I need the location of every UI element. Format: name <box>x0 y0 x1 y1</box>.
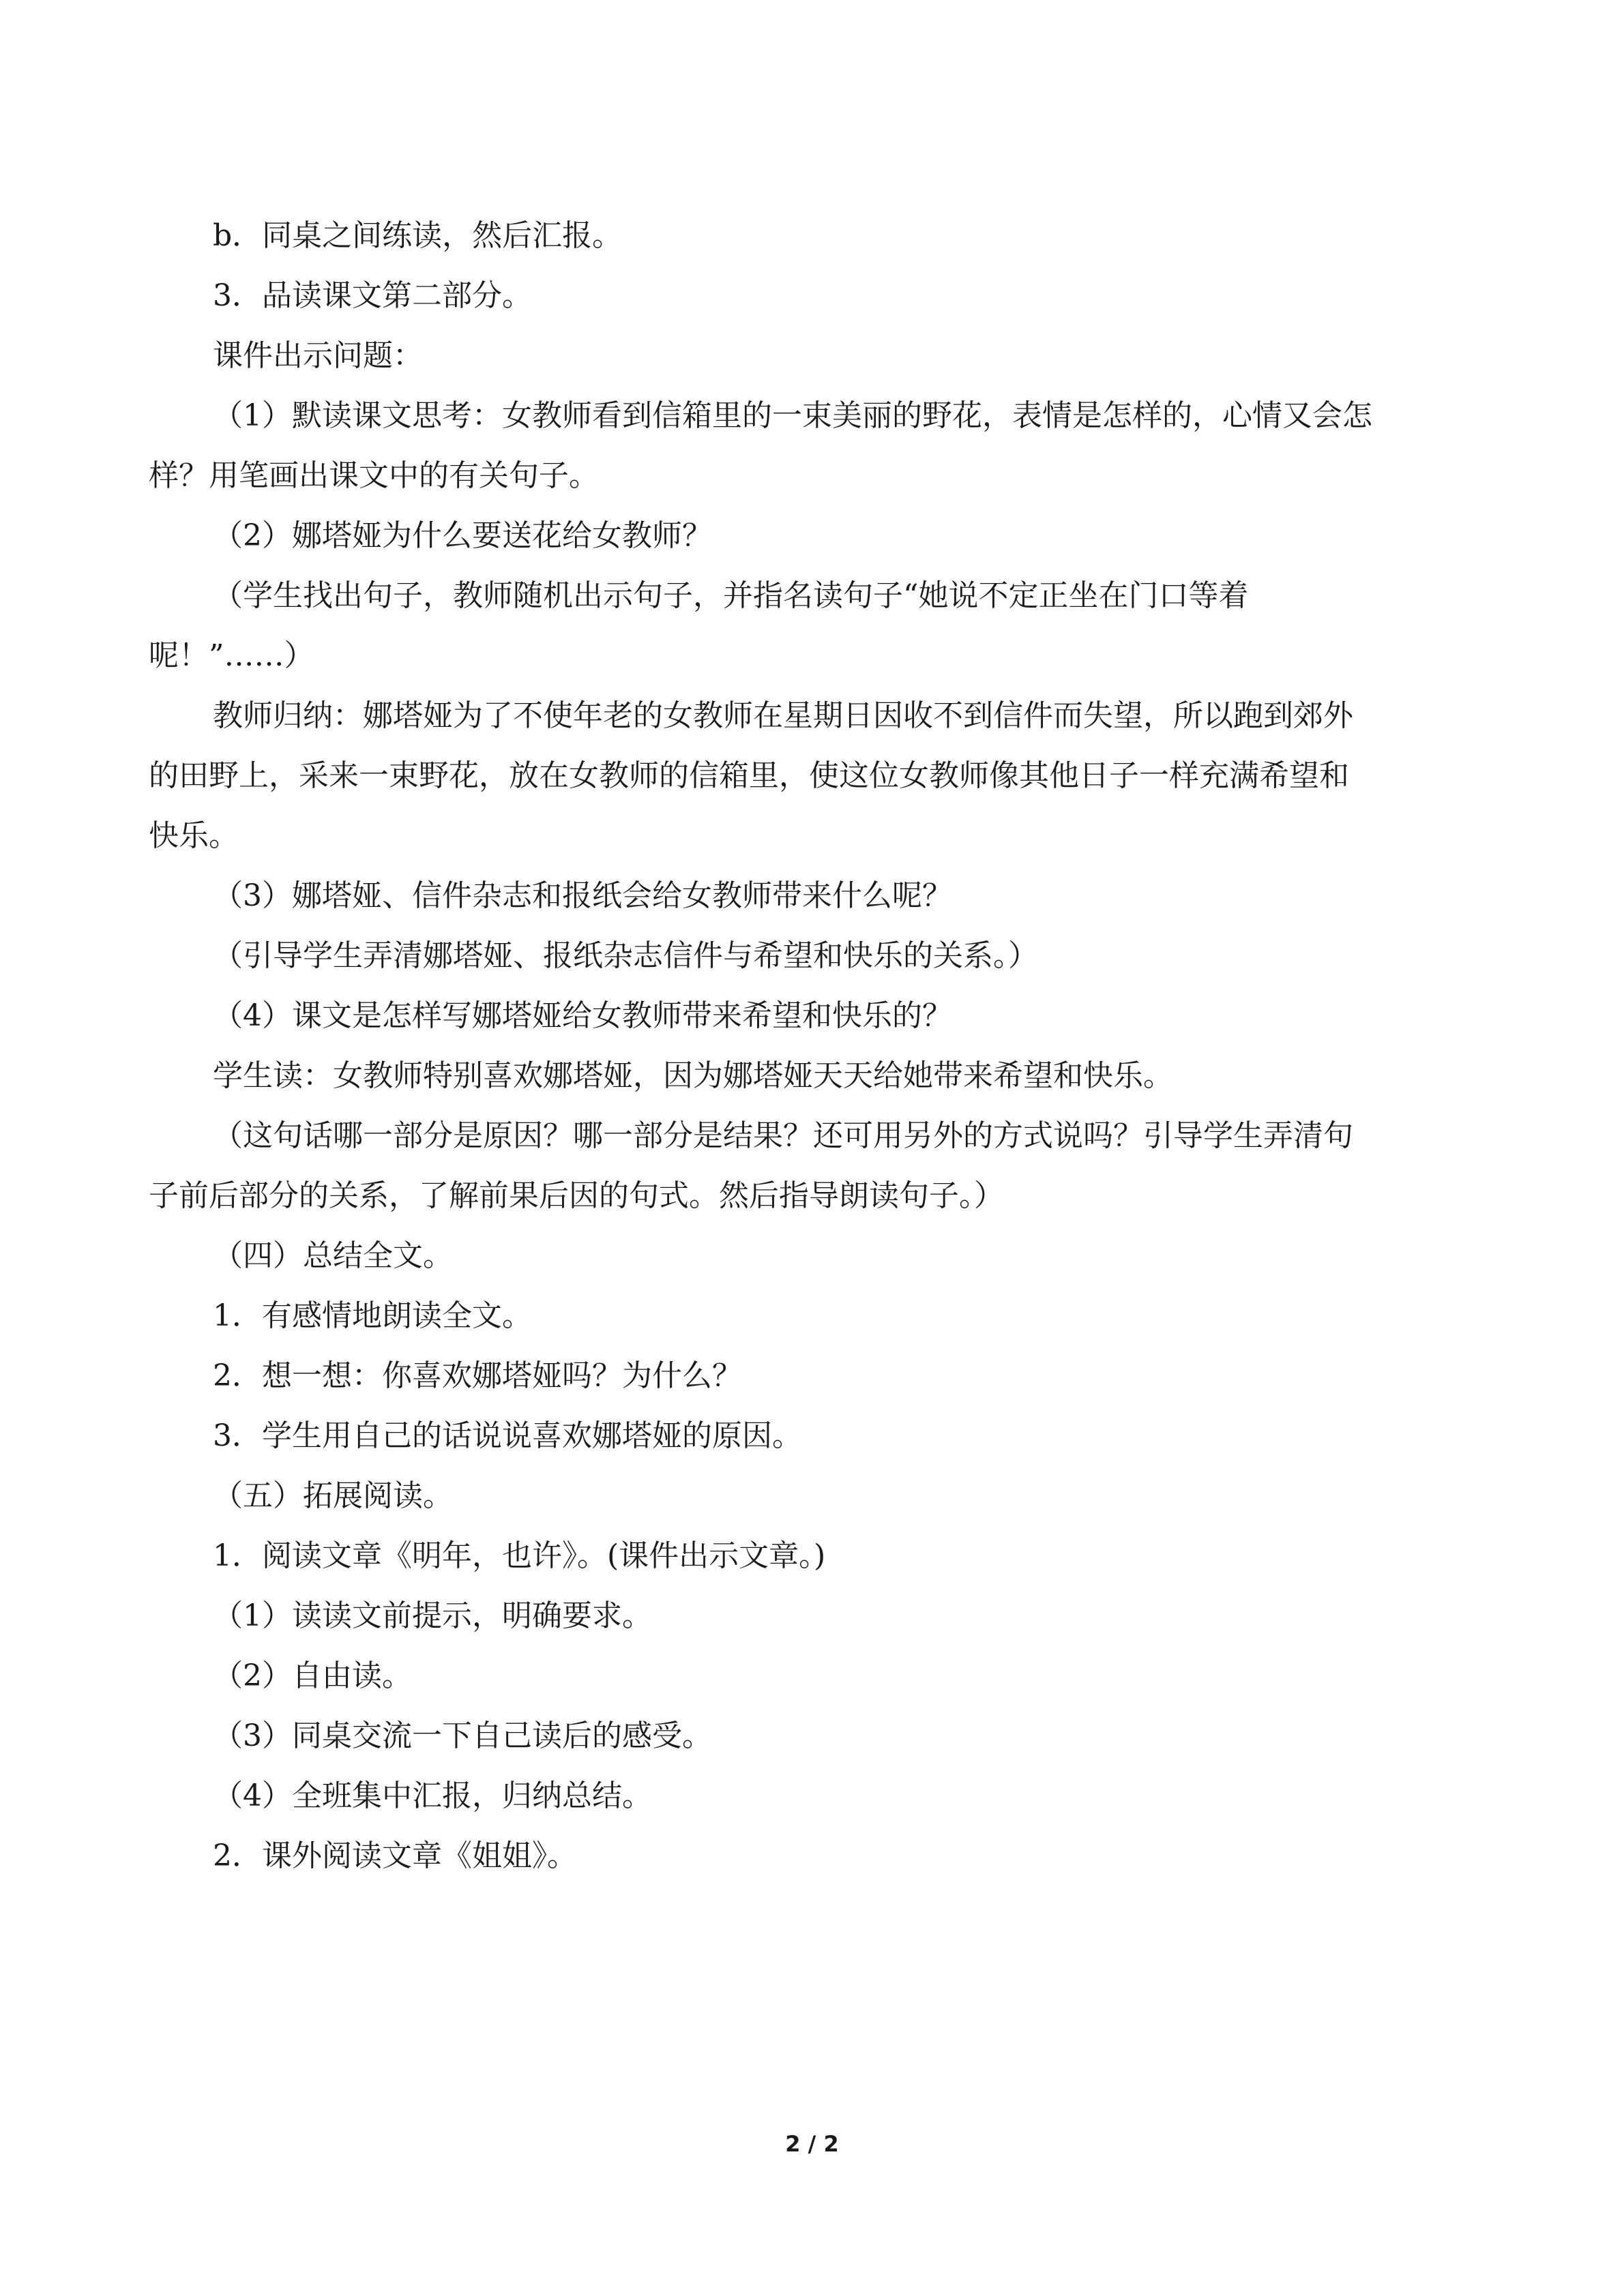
text-line: （四）总结全文。 <box>213 1238 453 1273</box>
document-body <box>149 206 1475 1886</box>
text-line: （2）娜塔娅为什么要送花给女教师？ <box>213 518 712 553</box>
paragraph <box>149 566 1475 686</box>
text-line: 呢！”……） <box>149 638 314 673</box>
text-line: 2．想一想：你喜欢娜塔娅吗？为什么？ <box>213 1358 742 1393</box>
paragraph <box>149 986 1475 1046</box>
paragraph <box>149 326 1475 386</box>
text-line: （4）全班集中汇报，归纳总结。 <box>213 1778 652 1813</box>
text-line: （1）读读文前提示，明确要求。 <box>213 1598 652 1633</box>
text-line: （五）拓展阅读。 <box>213 1478 453 1513</box>
text-line: 学生读：女教师特别喜欢娜塔娅，因为娜塔娅天天给她带来希望和快乐。 <box>213 1058 1173 1093</box>
paragraph <box>149 686 1475 866</box>
section-heading <box>149 1466 1475 1526</box>
text-line: 1．阅读文章《明年，也许》。(课件出示文章。) <box>213 1538 826 1573</box>
list-item <box>149 1826 1475 1886</box>
paragraph <box>149 866 1475 926</box>
text-line: 的田野上，采来一束野花，放在女教师的信箱里，使这位女教师像其他日子一样充满希望和 <box>149 758 1349 793</box>
text-line: 3．品读课文第二部分。 <box>213 278 532 313</box>
paragraph <box>149 926 1475 986</box>
paragraph <box>149 386 1475 506</box>
text-line: 子前后部分的关系，了解前果后因的句式。然后指导朗读句子。） <box>149 1178 1004 1213</box>
list-item <box>149 1406 1475 1466</box>
text-line: 1．有感情地朗读全文。 <box>213 1298 532 1333</box>
paragraph <box>149 206 1475 266</box>
page-number: 2 / 2 <box>785 2131 839 2157</box>
text-line: （3）娜塔娅、信件杂志和报纸会给女教师带来什么呢？ <box>213 878 952 913</box>
list-item <box>149 1706 1475 1766</box>
paragraph <box>149 266 1475 326</box>
text-line: 3．学生用自己的话说说喜欢娜塔娅的原因。 <box>213 1418 802 1453</box>
list-item <box>149 1646 1475 1706</box>
list-item <box>149 1346 1475 1406</box>
text-line: （1）默读课文思考：女教师看到信箱里的一束美丽的野花，表情是怎样的，心情又会怎 <box>213 398 1372 433</box>
text-line: b．同桌之间练读，然后汇报。 <box>213 218 623 253</box>
text-line: （这句话哪一部分是原因？哪一部分是结果？还可用另外的方式说吗？引导学生弄清句 <box>213 1118 1353 1153</box>
text-line: （引导学生弄清娜塔娅、报纸杂志信件与希望和快乐的关系。） <box>213 938 1038 973</box>
text-line: 快乐。 <box>149 818 239 853</box>
text-line: （4）课文是怎样写娜塔娅给女教师带来希望和快乐的？ <box>213 998 952 1033</box>
list-item <box>149 1526 1475 1586</box>
text-line: 教师归纳：娜塔娅为了不使年老的女教师在星期日因收不到信件而失望，所以跑到郊外 <box>213 698 1353 733</box>
list-item <box>149 1586 1475 1646</box>
list-item <box>149 1286 1475 1346</box>
text-line: 样？用笔画出课文中的有关句子。 <box>149 458 599 493</box>
section-heading <box>149 1226 1475 1286</box>
text-line: 2．课外阅读文章《姐姐》。 <box>213 1838 577 1873</box>
list-item <box>149 1766 1475 1826</box>
text-line: （学生找出句子，教师随机出示句子，并指名读句子“她说不定正坐在门口等着 <box>213 578 1249 613</box>
text-line: （3）同桌交流一下自己读后的感受。 <box>213 1718 712 1753</box>
paragraph <box>149 506 1475 566</box>
paragraph <box>149 1046 1475 1106</box>
text-line: （2）自由读。 <box>213 1658 412 1693</box>
paragraph <box>149 1106 1475 1226</box>
text-line: 课件出示问题： <box>213 338 423 373</box>
